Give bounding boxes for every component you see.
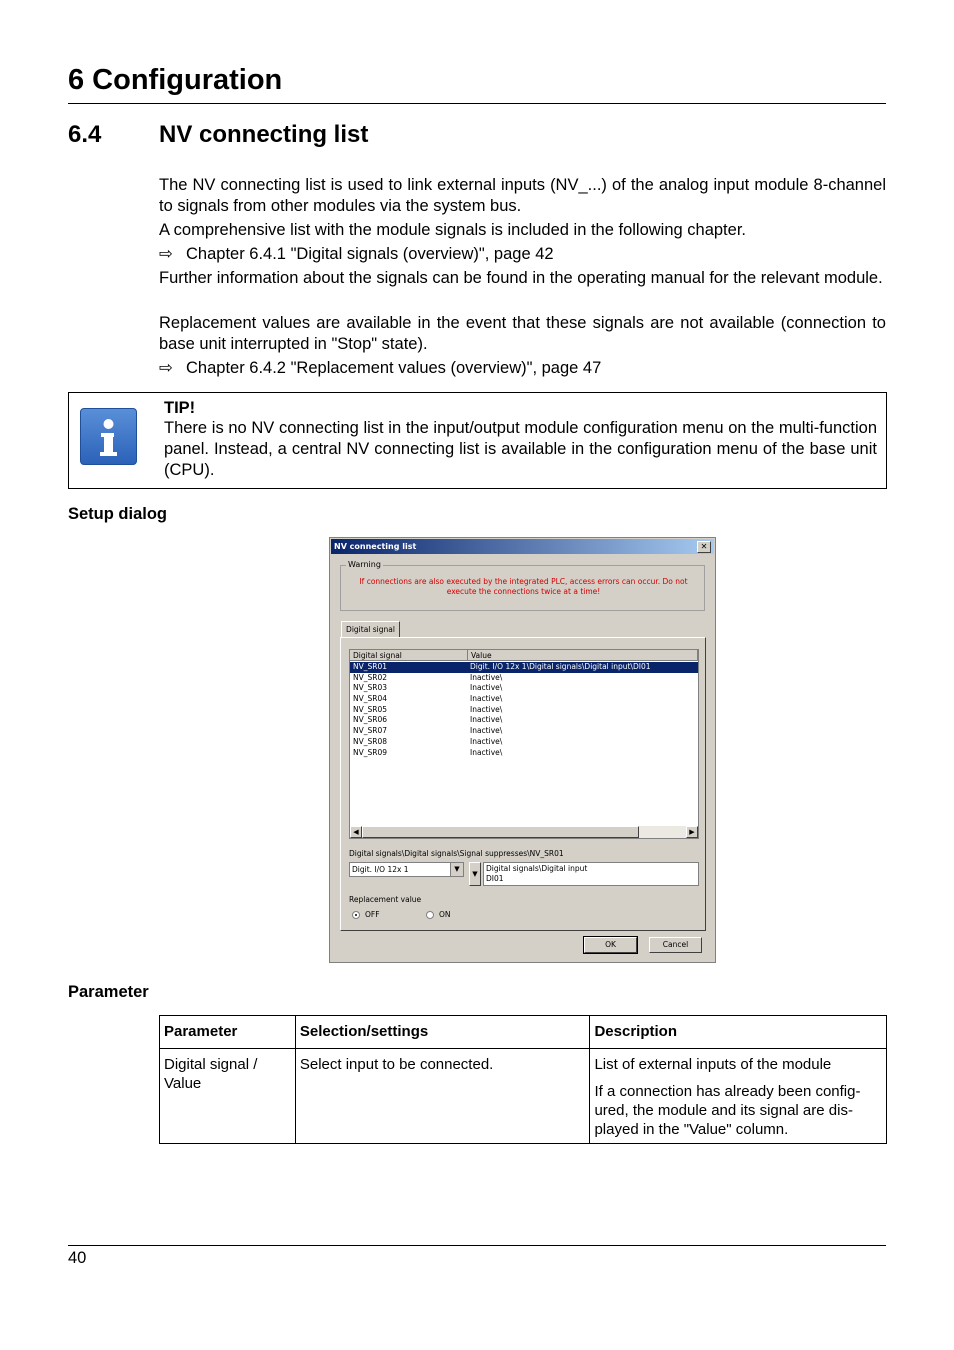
tab-digital-signal[interactable]: Digital signal: [341, 621, 400, 638]
value-line-1: Digital signals\Digital input: [486, 864, 588, 873]
table-header: Selection/settings: [295, 1016, 590, 1049]
arrow-right-icon: ⇨: [159, 245, 173, 263]
warning-group: [340, 560, 705, 611]
column-header-signal[interactable]: Digital signal: [350, 650, 468, 661]
module-select[interactable]: [349, 862, 464, 877]
warning-text: If connections are also executed by the integrated PLC, access errors can occur. Do not execute the connections twice at a time!: [359, 577, 688, 596]
row-value: Inactive\: [470, 726, 503, 736]
row-value: Inactive\: [470, 704, 503, 714]
table-row[interactable]: [350, 726, 698, 737]
radio-off[interactable]: [352, 911, 360, 919]
row-signal: NV_SR07: [353, 726, 388, 736]
table-row[interactable]: [350, 673, 698, 684]
tip-label: TIP!: [164, 399, 196, 417]
close-icon[interactable]: ✕: [697, 541, 711, 553]
column-header-value[interactable]: Value: [468, 650, 698, 661]
signal-list[interactable]: [349, 649, 699, 839]
body-paragraph-3: Further information about the signals can be found in the operating manual for the relevant module.: [159, 269, 883, 287]
row-value: Inactive\: [470, 747, 503, 757]
table-header-row: [160, 1016, 887, 1049]
value-line-2: DI01: [486, 874, 504, 883]
tip-text: There is no NV connecting list in the input/output module configuration menu on the multi-function panel. Instead, a central NV connecting list is available in the configuration menu of the base unit (CPU).: [164, 419, 877, 479]
row-signal: NV_SR05: [353, 704, 388, 714]
footer-rule: [68, 1245, 886, 1246]
cross-reference-text: Chapter 6.4.1 "Digital signals (overview)", page 42: [186, 245, 554, 263]
section-title: NV connecting list: [159, 121, 369, 148]
info-icon: [80, 408, 137, 465]
table-cell-selection: Select input to be connected.: [295, 1049, 590, 1144]
radio-on-label: ON: [439, 910, 451, 919]
table-cell-parameter: Digital signal / Value: [160, 1049, 296, 1144]
row-value: Inactive\: [470, 694, 503, 704]
row-signal: NV_SR08: [353, 736, 388, 746]
table-row: [160, 1049, 887, 1144]
chapter-rule: [68, 103, 886, 104]
table-row[interactable]: [350, 662, 698, 673]
table-row[interactable]: [350, 694, 698, 705]
table-header: Description: [590, 1016, 887, 1049]
row-signal: NV_SR02: [353, 672, 388, 682]
row-value: Inactive\: [470, 672, 503, 682]
body-paragraph-1: The NV connecting list is used to link external inputs (NV_...) of the analog input module 8-channel to signals from other modules via the system bus.: [159, 176, 886, 215]
body-paragraph-2: A comprehensive list with the module signals is included in the following chapter.: [159, 221, 746, 239]
row-value: Digit. I/O 12x 1\Digital signals\Digital input\DI01: [470, 662, 651, 671]
tip-box: [68, 392, 887, 489]
dialog-title: NV connecting list: [334, 542, 417, 551]
cross-reference-1[interactable]: [159, 244, 554, 265]
row-signal: NV_SR09: [353, 747, 388, 757]
radio-on[interactable]: [426, 911, 434, 919]
value-field[interactable]: [483, 862, 699, 886]
signal-picker-button[interactable]: ▼: [469, 862, 481, 886]
cross-reference-text: Chapter 6.4.2 "Replacement values (overview)", page 47: [186, 359, 602, 377]
nv-connecting-list-dialog: [329, 537, 716, 963]
description-line-2: If a connection has already been config-ured, the module and its signal are dis-played in the "Value" column.: [594, 1083, 861, 1138]
table-header: Parameter: [160, 1016, 296, 1049]
radio-off-label: OFF: [365, 910, 380, 919]
warning-legend: Warning: [348, 560, 381, 569]
ok-button[interactable]: OK: [584, 937, 637, 953]
row-value: Inactive\: [470, 736, 503, 746]
setup-dialog-heading: Setup dialog: [68, 505, 167, 523]
tab-panel: [340, 637, 706, 931]
scroll-thumb[interactable]: [362, 826, 639, 838]
scroll-right-icon[interactable]: ▶: [686, 826, 698, 838]
row-signal: NV_SR01: [353, 662, 388, 671]
row-value: Inactive\: [470, 715, 503, 725]
scroll-left-icon[interactable]: ◀: [350, 826, 362, 838]
row-signal: NV_SR04: [353, 694, 388, 704]
table-row[interactable]: [350, 715, 698, 726]
chapter-title: 6 Configuration: [68, 64, 283, 96]
section-number: 6.4: [68, 121, 102, 148]
row-signal: NV_SR03: [353, 683, 388, 693]
body-paragraph-4: Replacement values are available in the event that these signals are not available (connection to base unit interrupted in "Stop" state).: [159, 314, 886, 353]
horizontal-scrollbar[interactable]: [350, 826, 698, 838]
parameter-table: [159, 1015, 887, 1144]
table-row[interactable]: [350, 748, 698, 759]
table-row[interactable]: [350, 737, 698, 748]
module-select-value: Digit. I/O 12x 1: [352, 865, 409, 874]
cross-reference-2[interactable]: [159, 358, 601, 379]
cancel-button[interactable]: Cancel: [649, 937, 702, 953]
parameter-heading: Parameter: [68, 983, 149, 1001]
dialog-title-bar: [331, 539, 714, 554]
row-signal: NV_SR06: [353, 715, 388, 725]
table-row[interactable]: [350, 705, 698, 716]
replacement-value-label: Replacement value: [349, 895, 422, 904]
page-number: 40: [68, 1249, 87, 1267]
signal-path-label: Digital signals\Digital signals\Signal suppresses\NV_SR01: [349, 849, 564, 858]
signal-rows: [350, 662, 698, 758]
table-cell-description: [590, 1049, 887, 1144]
chevron-down-icon[interactable]: ▼: [450, 863, 463, 876]
arrow-right-icon: ⇨: [159, 359, 173, 377]
description-line-1: List of external inputs of the module: [594, 1056, 832, 1073]
table-row[interactable]: [350, 683, 698, 694]
row-value: Inactive\: [470, 683, 503, 693]
